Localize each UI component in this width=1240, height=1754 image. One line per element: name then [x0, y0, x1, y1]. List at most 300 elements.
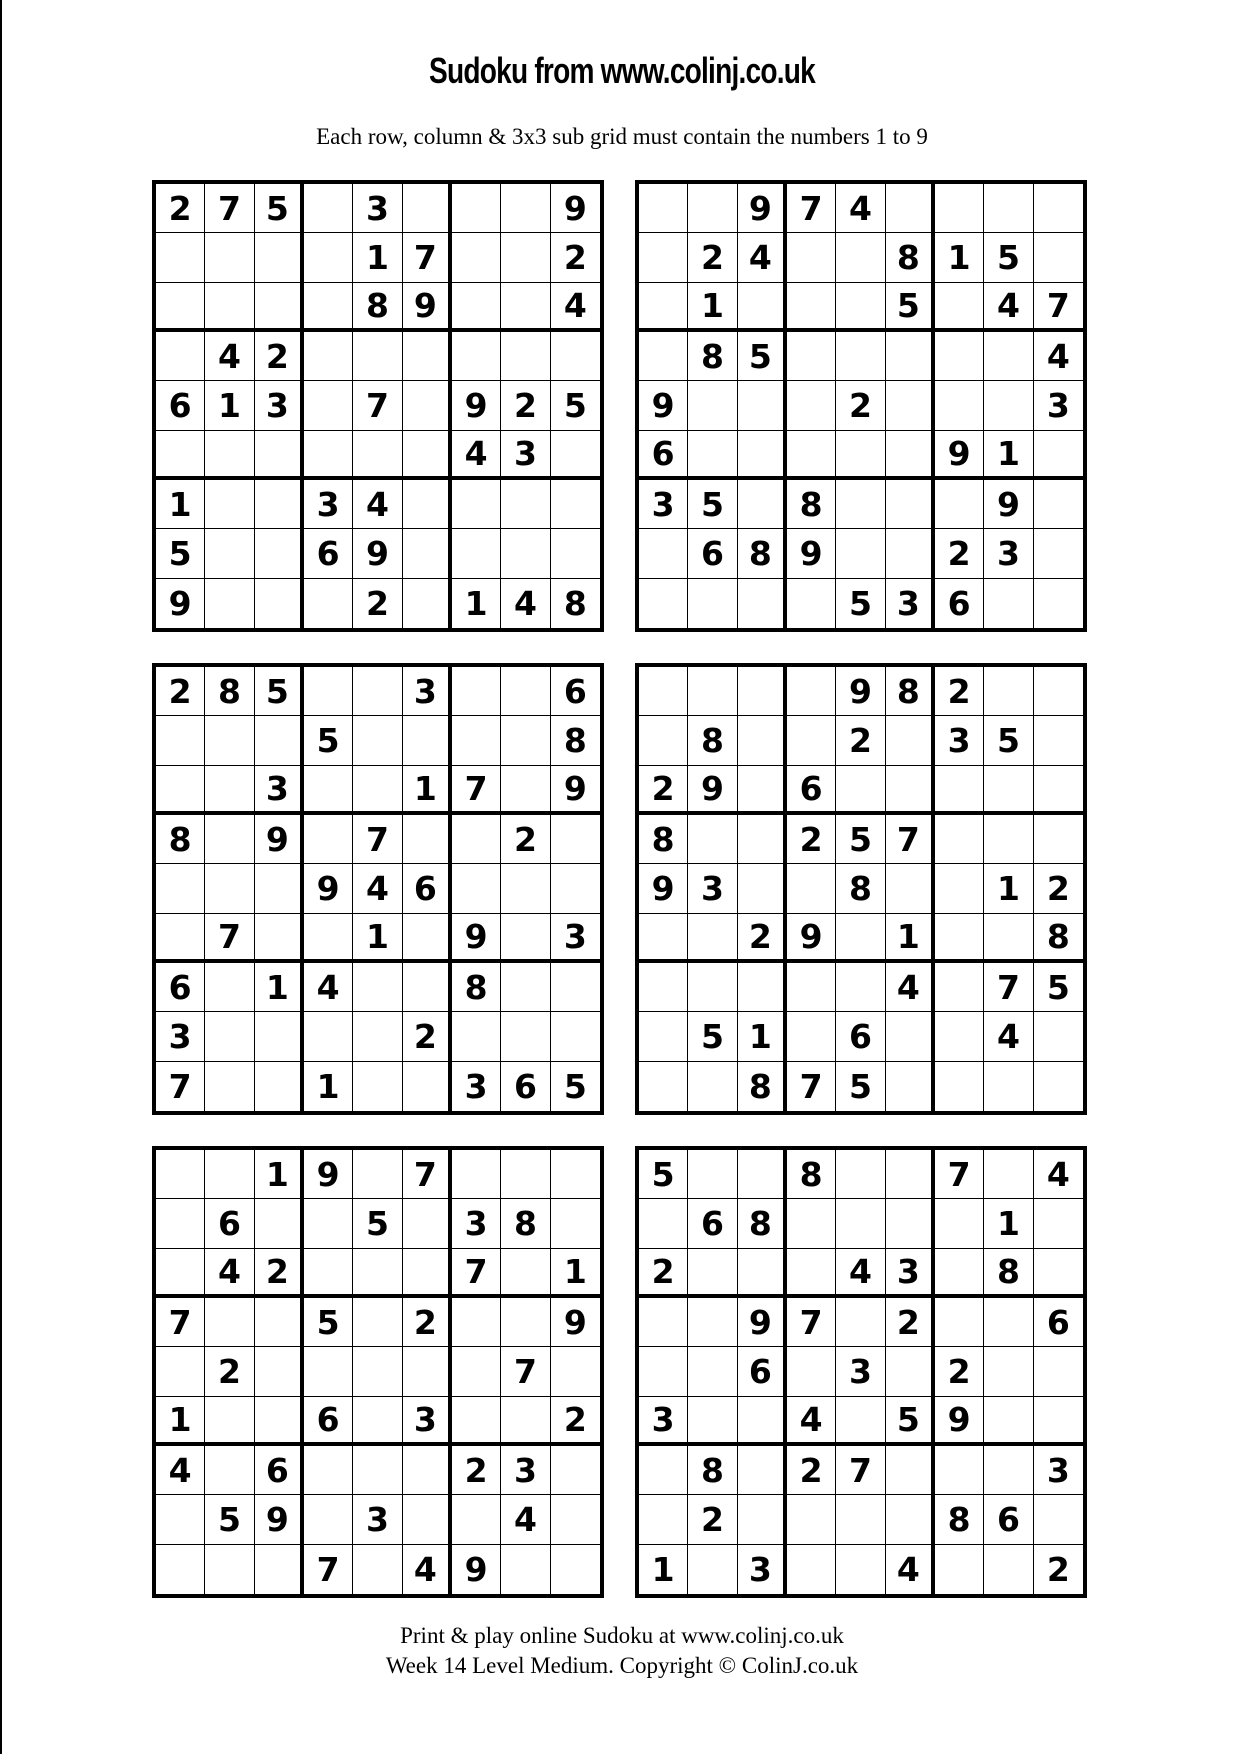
- empty-cell[interactable]: [551, 431, 600, 480]
- empty-cell[interactable]: [1034, 815, 1083, 864]
- empty-cell[interactable]: [688, 1347, 737, 1396]
- empty-cell[interactable]: [1034, 431, 1083, 480]
- empty-cell[interactable]: [886, 1012, 935, 1061]
- empty-cell[interactable]: [787, 1199, 836, 1248]
- empty-cell[interactable]: [1034, 1199, 1083, 1248]
- empty-cell[interactable]: [551, 1545, 600, 1594]
- empty-cell[interactable]: [787, 1347, 836, 1396]
- empty-cell[interactable]: [738, 480, 787, 529]
- empty-cell[interactable]: [787, 431, 836, 480]
- empty-cell[interactable]: [688, 1062, 737, 1111]
- empty-cell[interactable]: [353, 766, 402, 815]
- empty-cell[interactable]: [551, 1446, 600, 1495]
- empty-cell[interactable]: [688, 815, 737, 864]
- empty-cell[interactable]: [984, 667, 1033, 716]
- empty-cell[interactable]: [935, 914, 984, 963]
- given-cell: 1: [984, 864, 1033, 913]
- empty-cell[interactable]: [501, 914, 550, 963]
- empty-cell[interactable]: [156, 1495, 205, 1544]
- empty-cell[interactable]: [304, 579, 353, 628]
- empty-cell[interactable]: [738, 1397, 787, 1446]
- empty-cell[interactable]: [787, 864, 836, 913]
- empty-cell[interactable]: [452, 1012, 501, 1061]
- empty-cell[interactable]: [688, 1545, 737, 1594]
- given-cell: 3: [738, 1545, 787, 1594]
- empty-cell[interactable]: [738, 1249, 787, 1298]
- empty-cell[interactable]: [353, 332, 402, 381]
- empty-cell[interactable]: [304, 1446, 353, 1495]
- empty-cell[interactable]: [353, 1249, 402, 1298]
- empty-cell[interactable]: [738, 716, 787, 765]
- empty-cell[interactable]: [452, 1397, 501, 1446]
- empty-cell[interactable]: [935, 864, 984, 913]
- empty-cell[interactable]: [984, 1545, 1033, 1594]
- empty-cell[interactable]: [935, 332, 984, 381]
- empty-cell[interactable]: [205, 1012, 254, 1061]
- empty-cell[interactable]: [1034, 184, 1083, 233]
- empty-cell[interactable]: [501, 1012, 550, 1061]
- empty-cell[interactable]: [551, 864, 600, 913]
- given-cell: 2: [501, 815, 550, 864]
- empty-cell[interactable]: [156, 766, 205, 815]
- empty-cell[interactable]: [886, 431, 935, 480]
- empty-cell[interactable]: [403, 529, 452, 578]
- empty-cell[interactable]: [353, 1545, 402, 1594]
- empty-cell[interactable]: [1034, 529, 1083, 578]
- empty-cell[interactable]: [353, 716, 402, 765]
- empty-cell[interactable]: [738, 864, 787, 913]
- empty-cell[interactable]: [551, 332, 600, 381]
- empty-cell[interactable]: [205, 864, 254, 913]
- empty-cell[interactable]: [304, 233, 353, 282]
- empty-cell[interactable]: [688, 431, 737, 480]
- empty-cell[interactable]: [1034, 667, 1083, 716]
- empty-cell[interactable]: [501, 716, 550, 765]
- empty-cell[interactable]: [255, 233, 304, 282]
- empty-cell[interactable]: [1034, 233, 1083, 282]
- empty-cell[interactable]: [886, 381, 935, 430]
- empty-cell[interactable]: [836, 233, 885, 282]
- empty-cell[interactable]: [836, 332, 885, 381]
- empty-cell[interactable]: [738, 579, 787, 628]
- empty-cell[interactable]: [886, 1150, 935, 1199]
- empty-cell[interactable]: [935, 1446, 984, 1495]
- empty-cell[interactable]: [1034, 1062, 1083, 1111]
- empty-cell[interactable]: [501, 1150, 550, 1199]
- empty-cell[interactable]: [452, 815, 501, 864]
- empty-cell[interactable]: [738, 963, 787, 1012]
- empty-cell[interactable]: [353, 1446, 402, 1495]
- empty-cell[interactable]: [787, 716, 836, 765]
- empty-cell[interactable]: [255, 1199, 304, 1248]
- empty-cell[interactable]: [935, 1298, 984, 1347]
- empty-cell[interactable]: [738, 766, 787, 815]
- empty-cell[interactable]: [639, 1012, 688, 1061]
- given-cell: 5: [304, 1298, 353, 1347]
- empty-cell[interactable]: [255, 1545, 304, 1594]
- empty-cell[interactable]: [304, 1199, 353, 1248]
- empty-cell[interactable]: [403, 1199, 452, 1248]
- empty-cell[interactable]: [205, 716, 254, 765]
- empty-cell[interactable]: [205, 480, 254, 529]
- empty-cell[interactable]: [639, 1495, 688, 1544]
- empty-cell[interactable]: [403, 579, 452, 628]
- empty-cell[interactable]: [787, 1012, 836, 1061]
- empty-cell[interactable]: [255, 1062, 304, 1111]
- given-cell: 4: [787, 1397, 836, 1446]
- empty-cell[interactable]: [156, 1545, 205, 1594]
- empty-cell[interactable]: [403, 1495, 452, 1544]
- empty-cell[interactable]: [551, 1495, 600, 1544]
- empty-cell[interactable]: [403, 1446, 452, 1495]
- empty-cell[interactable]: [738, 283, 787, 332]
- empty-cell[interactable]: [886, 184, 935, 233]
- empty-cell[interactable]: [836, 431, 885, 480]
- empty-cell[interactable]: [836, 283, 885, 332]
- given-cell: 3: [1034, 381, 1083, 430]
- empty-cell[interactable]: [403, 184, 452, 233]
- empty-cell[interactable]: [886, 480, 935, 529]
- empty-cell[interactable]: [639, 1199, 688, 1248]
- empty-cell[interactable]: [935, 963, 984, 1012]
- empty-cell[interactable]: [787, 963, 836, 1012]
- empty-cell[interactable]: [501, 184, 550, 233]
- empty-cell[interactable]: [738, 815, 787, 864]
- empty-cell[interactable]: [205, 1397, 254, 1446]
- empty-cell[interactable]: [452, 1495, 501, 1544]
- empty-cell[interactable]: [255, 529, 304, 578]
- empty-cell[interactable]: [304, 283, 353, 332]
- empty-cell[interactable]: [304, 332, 353, 381]
- empty-cell[interactable]: [787, 667, 836, 716]
- empty-cell[interactable]: [836, 480, 885, 529]
- empty-cell[interactable]: [304, 815, 353, 864]
- empty-cell[interactable]: [787, 233, 836, 282]
- empty-cell[interactable]: [836, 914, 885, 963]
- empty-cell[interactable]: [738, 1495, 787, 1544]
- empty-cell[interactable]: [551, 1199, 600, 1248]
- empty-cell[interactable]: [984, 766, 1033, 815]
- empty-cell[interactable]: [353, 1062, 402, 1111]
- empty-cell[interactable]: [452, 1298, 501, 1347]
- empty-cell[interactable]: [1034, 1397, 1083, 1446]
- empty-cell[interactable]: [156, 233, 205, 282]
- empty-cell[interactable]: [255, 431, 304, 480]
- empty-cell[interactable]: [935, 283, 984, 332]
- empty-cell[interactable]: [886, 716, 935, 765]
- empty-cell[interactable]: [501, 283, 550, 332]
- empty-cell[interactable]: [501, 1249, 550, 1298]
- empty-cell[interactable]: [688, 184, 737, 233]
- given-cell: 9: [255, 815, 304, 864]
- empty-cell[interactable]: [304, 1495, 353, 1544]
- empty-cell[interactable]: [353, 1347, 402, 1396]
- empty-cell[interactable]: [1034, 1347, 1083, 1396]
- empty-cell[interactable]: [984, 579, 1033, 628]
- empty-cell[interactable]: [452, 233, 501, 282]
- empty-cell[interactable]: [984, 332, 1033, 381]
- empty-cell[interactable]: [205, 766, 254, 815]
- empty-cell[interactable]: [353, 667, 402, 716]
- empty-cell[interactable]: [353, 1012, 402, 1061]
- empty-cell[interactable]: [984, 815, 1033, 864]
- empty-cell[interactable]: [836, 1495, 885, 1544]
- empty-cell[interactable]: [452, 864, 501, 913]
- empty-cell[interactable]: [452, 332, 501, 381]
- empty-cell[interactable]: [886, 1446, 935, 1495]
- empty-cell[interactable]: [984, 1150, 1033, 1199]
- empty-cell[interactable]: [403, 1062, 452, 1111]
- empty-cell[interactable]: [452, 667, 501, 716]
- empty-cell[interactable]: [639, 233, 688, 282]
- empty-cell[interactable]: [836, 1298, 885, 1347]
- empty-cell[interactable]: [738, 431, 787, 480]
- empty-cell[interactable]: [886, 1347, 935, 1396]
- empty-cell[interactable]: [551, 529, 600, 578]
- empty-cell[interactable]: [304, 914, 353, 963]
- empty-cell[interactable]: [353, 1150, 402, 1199]
- empty-cell[interactable]: [205, 1446, 254, 1495]
- empty-cell[interactable]: [452, 1347, 501, 1396]
- empty-cell[interactable]: [304, 1012, 353, 1061]
- empty-cell[interactable]: [688, 667, 737, 716]
- empty-cell[interactable]: [452, 184, 501, 233]
- empty-cell[interactable]: [551, 815, 600, 864]
- empty-cell[interactable]: [688, 1298, 737, 1347]
- empty-cell[interactable]: [551, 1012, 600, 1061]
- empty-cell[interactable]: [738, 667, 787, 716]
- empty-cell[interactable]: [886, 1495, 935, 1544]
- empty-cell[interactable]: [255, 864, 304, 913]
- empty-cell[interactable]: [156, 914, 205, 963]
- empty-cell[interactable]: [688, 579, 737, 628]
- empty-cell[interactable]: [304, 766, 353, 815]
- empty-cell[interactable]: [738, 1446, 787, 1495]
- empty-cell[interactable]: [787, 1495, 836, 1544]
- empty-cell[interactable]: [639, 1446, 688, 1495]
- empty-cell[interactable]: [688, 914, 737, 963]
- empty-cell[interactable]: [935, 815, 984, 864]
- empty-cell[interactable]: [836, 1545, 885, 1594]
- empty-cell[interactable]: [452, 283, 501, 332]
- empty-cell[interactable]: [353, 963, 402, 1012]
- empty-cell[interactable]: [304, 381, 353, 430]
- empty-cell[interactable]: [156, 431, 205, 480]
- empty-cell[interactable]: [353, 1397, 402, 1446]
- empty-cell[interactable]: [984, 1062, 1033, 1111]
- empty-cell[interactable]: [501, 1298, 550, 1347]
- empty-cell[interactable]: [639, 332, 688, 381]
- empty-cell[interactable]: [639, 529, 688, 578]
- empty-cell[interactable]: [156, 332, 205, 381]
- empty-cell[interactable]: [501, 233, 550, 282]
- empty-cell[interactable]: [452, 716, 501, 765]
- given-cell: 6: [403, 864, 452, 913]
- empty-cell[interactable]: [1034, 766, 1083, 815]
- empty-cell[interactable]: [205, 815, 254, 864]
- empty-cell[interactable]: [688, 1249, 737, 1298]
- empty-cell[interactable]: [304, 667, 353, 716]
- empty-cell[interactable]: [1034, 1495, 1083, 1544]
- empty-cell[interactable]: [639, 1062, 688, 1111]
- empty-cell[interactable]: [255, 914, 304, 963]
- empty-cell[interactable]: [255, 283, 304, 332]
- empty-cell[interactable]: [935, 1012, 984, 1061]
- empty-cell[interactable]: [255, 1397, 304, 1446]
- empty-cell[interactable]: [639, 579, 688, 628]
- empty-cell[interactable]: [1034, 480, 1083, 529]
- empty-cell[interactable]: [403, 1347, 452, 1396]
- empty-cell[interactable]: [935, 381, 984, 430]
- empty-cell[interactable]: [205, 1062, 254, 1111]
- empty-cell[interactable]: [551, 480, 600, 529]
- empty-cell[interactable]: [639, 1298, 688, 1347]
- empty-cell[interactable]: [984, 184, 1033, 233]
- empty-cell[interactable]: [255, 1347, 304, 1396]
- empty-cell[interactable]: [787, 381, 836, 430]
- empty-cell[interactable]: [304, 184, 353, 233]
- empty-cell[interactable]: [501, 480, 550, 529]
- empty-cell[interactable]: [1034, 579, 1083, 628]
- empty-cell[interactable]: [886, 529, 935, 578]
- empty-cell[interactable]: [156, 1199, 205, 1248]
- empty-cell[interactable]: [984, 1397, 1033, 1446]
- empty-cell[interactable]: [935, 1249, 984, 1298]
- empty-cell[interactable]: [205, 1298, 254, 1347]
- empty-cell[interactable]: [156, 864, 205, 913]
- empty-cell[interactable]: [639, 283, 688, 332]
- empty-cell[interactable]: [403, 963, 452, 1012]
- empty-cell[interactable]: [738, 1150, 787, 1199]
- empty-cell[interactable]: [205, 1150, 254, 1199]
- empty-cell[interactable]: [353, 1298, 402, 1347]
- empty-cell[interactable]: [688, 963, 737, 1012]
- empty-cell[interactable]: [403, 381, 452, 430]
- empty-cell[interactable]: [403, 431, 452, 480]
- empty-cell[interactable]: [984, 914, 1033, 963]
- empty-cell[interactable]: [1034, 1249, 1083, 1298]
- empty-cell[interactable]: [836, 963, 885, 1012]
- empty-cell[interactable]: [836, 1199, 885, 1248]
- empty-cell[interactable]: [304, 1347, 353, 1396]
- empty-cell[interactable]: [688, 381, 737, 430]
- empty-cell[interactable]: [935, 480, 984, 529]
- empty-cell[interactable]: [156, 1150, 205, 1199]
- empty-cell[interactable]: [836, 766, 885, 815]
- empty-cell[interactable]: [156, 283, 205, 332]
- empty-cell[interactable]: [156, 716, 205, 765]
- empty-cell[interactable]: [205, 963, 254, 1012]
- empty-cell[interactable]: [639, 716, 688, 765]
- empty-cell[interactable]: [304, 431, 353, 480]
- empty-cell[interactable]: [156, 1249, 205, 1298]
- empty-cell[interactable]: [205, 233, 254, 282]
- empty-cell[interactable]: [738, 381, 787, 430]
- empty-cell[interactable]: [205, 529, 254, 578]
- empty-cell[interactable]: [403, 1249, 452, 1298]
- empty-cell[interactable]: [1034, 716, 1083, 765]
- empty-cell[interactable]: [501, 963, 550, 1012]
- empty-cell[interactable]: [156, 1347, 205, 1396]
- given-cell: 4: [886, 1545, 935, 1594]
- empty-cell[interactable]: [787, 1249, 836, 1298]
- empty-cell[interactable]: [205, 283, 254, 332]
- empty-cell[interactable]: [935, 1199, 984, 1248]
- empty-cell[interactable]: [205, 1545, 254, 1594]
- empty-cell[interactable]: [639, 914, 688, 963]
- empty-cell[interactable]: [935, 766, 984, 815]
- empty-cell[interactable]: [452, 480, 501, 529]
- empty-cell[interactable]: [403, 480, 452, 529]
- empty-cell[interactable]: [501, 667, 550, 716]
- empty-cell[interactable]: [452, 1150, 501, 1199]
- empty-cell[interactable]: [403, 716, 452, 765]
- empty-cell[interactable]: [501, 529, 550, 578]
- empty-cell[interactable]: [984, 1446, 1033, 1495]
- empty-cell[interactable]: [255, 579, 304, 628]
- empty-cell[interactable]: [935, 1062, 984, 1111]
- empty-cell[interactable]: [255, 1298, 304, 1347]
- given-cell: 1: [353, 233, 402, 282]
- empty-cell[interactable]: [688, 1397, 737, 1446]
- empty-cell[interactable]: [403, 332, 452, 381]
- empty-cell[interactable]: [255, 480, 304, 529]
- empty-cell[interactable]: [935, 184, 984, 233]
- empty-cell[interactable]: [403, 914, 452, 963]
- empty-cell[interactable]: [501, 332, 550, 381]
- empty-cell[interactable]: [639, 963, 688, 1012]
- empty-cell[interactable]: [501, 1545, 550, 1594]
- empty-cell[interactable]: [353, 431, 402, 480]
- empty-cell[interactable]: [984, 1347, 1033, 1396]
- empty-cell[interactable]: [205, 431, 254, 480]
- empty-cell[interactable]: [886, 864, 935, 913]
- empty-cell[interactable]: [452, 529, 501, 578]
- empty-cell[interactable]: [551, 963, 600, 1012]
- empty-cell[interactable]: [836, 529, 885, 578]
- empty-cell[interactable]: [886, 766, 935, 815]
- empty-cell[interactable]: [984, 381, 1033, 430]
- empty-cell[interactable]: [787, 1545, 836, 1594]
- empty-cell[interactable]: [501, 1397, 550, 1446]
- given-cell: 4: [1034, 1150, 1083, 1199]
- empty-cell[interactable]: [886, 1062, 935, 1111]
- empty-cell[interactable]: [639, 1347, 688, 1396]
- empty-cell[interactable]: [787, 283, 836, 332]
- empty-cell[interactable]: [255, 1012, 304, 1061]
- empty-cell[interactable]: [551, 1347, 600, 1396]
- empty-cell[interactable]: [255, 716, 304, 765]
- empty-cell[interactable]: [501, 864, 550, 913]
- empty-cell[interactable]: [205, 579, 254, 628]
- empty-cell[interactable]: [836, 1150, 885, 1199]
- empty-cell[interactable]: [639, 184, 688, 233]
- empty-cell[interactable]: [935, 1545, 984, 1594]
- empty-cell[interactable]: [501, 766, 550, 815]
- empty-cell[interactable]: [639, 667, 688, 716]
- empty-cell[interactable]: [1034, 1012, 1083, 1061]
- empty-cell[interactable]: [787, 579, 836, 628]
- empty-cell[interactable]: [403, 815, 452, 864]
- empty-cell[interactable]: [984, 1298, 1033, 1347]
- empty-cell[interactable]: [886, 332, 935, 381]
- empty-cell[interactable]: [886, 1199, 935, 1248]
- empty-cell[interactable]: [836, 1397, 885, 1446]
- empty-cell[interactable]: [787, 332, 836, 381]
- empty-cell[interactable]: [551, 1150, 600, 1199]
- empty-cell[interactable]: [304, 1249, 353, 1298]
- empty-cell[interactable]: [688, 1150, 737, 1199]
